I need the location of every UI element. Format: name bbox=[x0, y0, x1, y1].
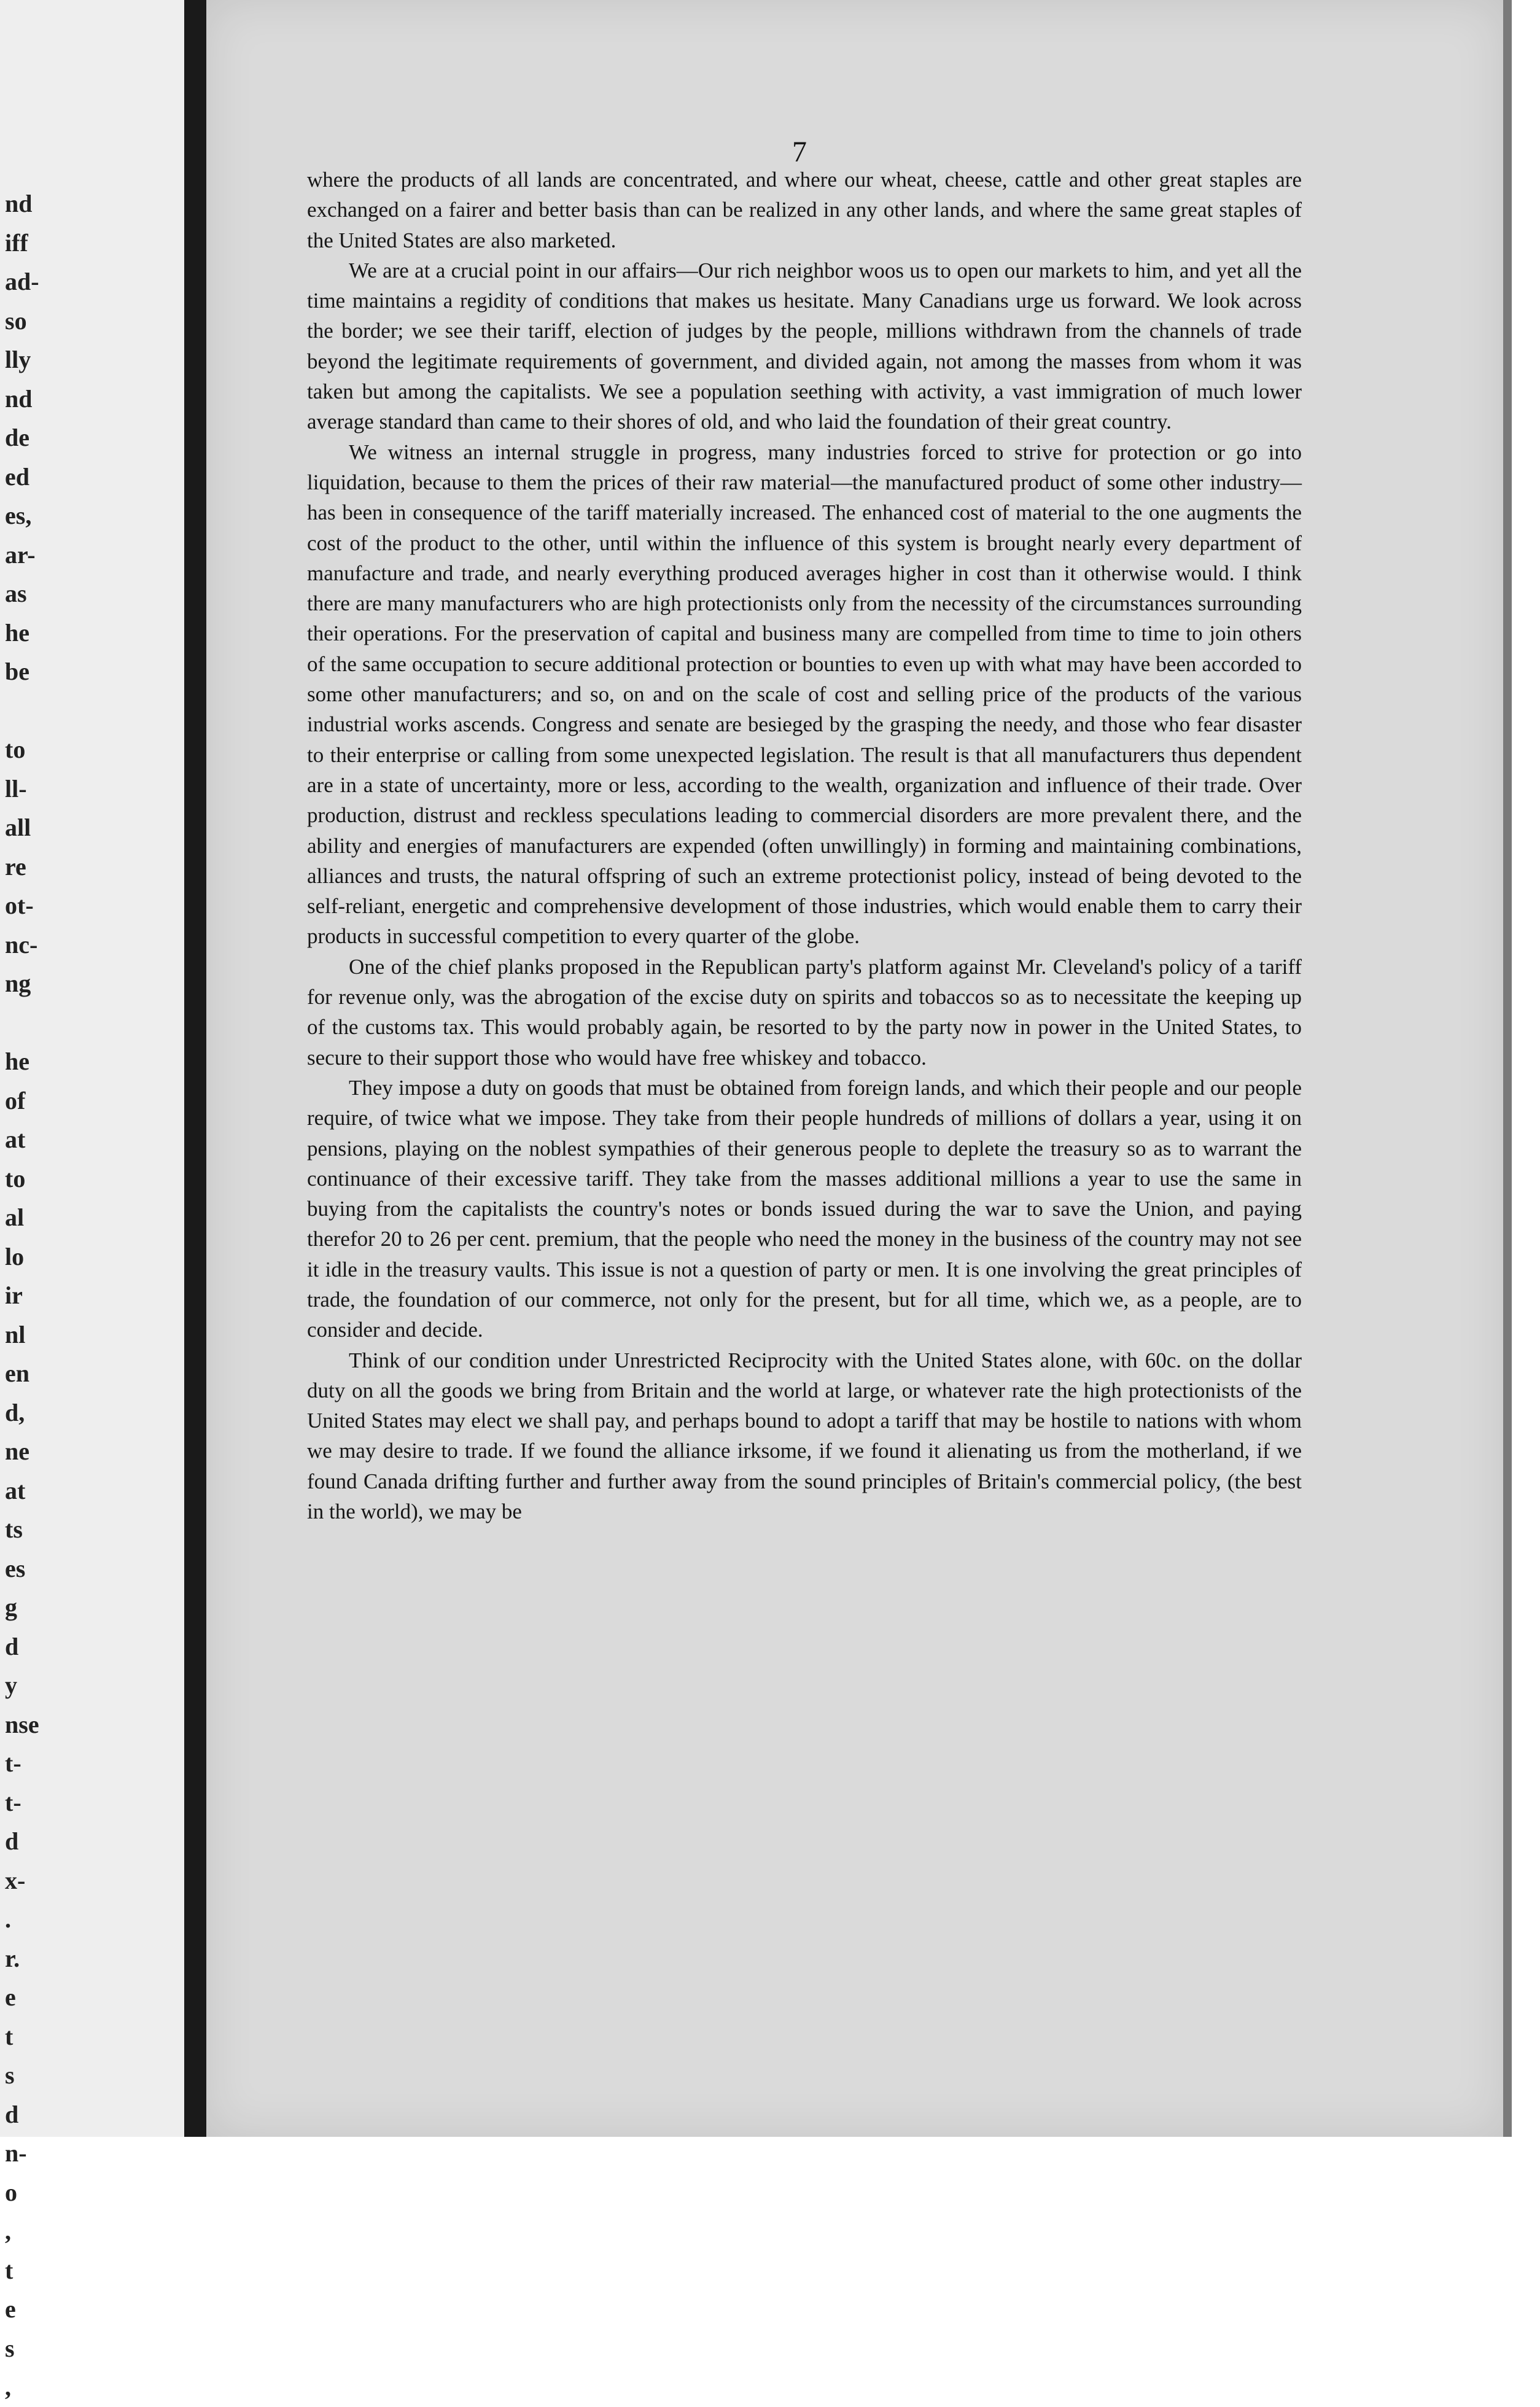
paragraph: Think of our condition under Unrestricted Reciprocity with the United States alone, with 60c. on the dollar duty on all the goods we bring from Britain and the world at large, or whatever rate the high protectionists of the United States may elect we shall pay, and perhaps bound to adopt a tariff that may be hostile to nations with whom we may desire to trade. If we found the alliance irksome, if we found it alienating us from the motherland, if we found Canada drifting further and further away from the sound principles of Britain's commercial policy, (the best in the world), we may be bbox=[307, 1348, 1302, 1524]
paragraph: One of the chief planks proposed in the Republican party's platform against Mr. Cleveland's policy of a tariff for revenue only, was the abrogation of the excise duty on spirits and tobaccos so as to necessitate the keeping up of the customs tax. This would probably again, be resorted to by the party now in power in the United States, to secure to their support those who would have free whiskey and tobacco. bbox=[307, 954, 1302, 1070]
page-number: 7 bbox=[792, 136, 807, 168]
facing-page-text-fragments: nd iff ad- so lly nd de ed es, ar- as he be to ll- all re ot- nc- ng he of at to al lo ir nl en d, ne at ts es g d y nse t- t- d x- . r. e t s d n- o , t e s , bbox=[5, 190, 39, 2401]
book-gutter bbox=[184, 0, 206, 2137]
page-body bbox=[307, 165, 1302, 1526]
page-edge-shadow bbox=[1503, 0, 1512, 2137]
paragraph: We witness an internal struggle in progress, many industries forced to strive for protection or go into liquidation, because to them the prices of their raw material—the manufactured product of some other industry—has been in consequence of the tariff materially increased. The enhanced cost of material to the one augments the cost of the product to the other, until within the influence of this system is brought nearly every department of manufacture and trade, and nearly everything produced averages higher in cost than it otherwise would. I think there are many manufacturers who are high protectionists only from the necessity of the circumstances surrounding their operations. For the preservation of capital and business many are compelled from time to time to join others of the same occupation to secure additional protection or bounties to even up with what may have been accorded to some other manufacturers; and so, on and on the scale of cost and selling price of the products of the various industrial works ascends. Congress and senate are besieged by the grasping the needy, and those who fear disaster to their enterprise or calling from some unexpected legislation. The result is that all manufacturers thus dependent are in a state of uncertainty, more or less, according to the wealth, organization and influence of their trade. Over production, distrust and reckless speculations leading to commercial disorders are more prevalent there, and the ability and energies of manufacturers are expended (often unwillingly) in forming and maintaining combinations, alliances and trusts, the natural offspring of such an extreme protectionist policy, instead of being devoted to the self-reliant, energetic and comprehensive development of those industries, which would enable them to carry their products in successful competition to every quarter of the globe. bbox=[307, 440, 1302, 949]
paragraph: They impose a duty on goods that must be obtained from foreign lands, and which their people and our people require, of twice what we impose. They take from their people hundreds of millions of dollars a year, using it on pensions, playing on the noblest sympathies of their generous people to deplete the treasury so as to warrant the continuance of their excessive tariff. They take from the masses additional millions a year to use the same in buying from the capitalists the country's notes or bonds issued during the war to save the Union, and paying therefor 20 to 26 per cent. premium, that the people who need the money in the business of the country may not see it idle in the treasury vaults. This issue is not a question of party or men. It is one involving the great principles of trade, the foundation of our commerce, not only for the present, but for all time, which we, as a people, are to consider and decide. bbox=[307, 1075, 1302, 1342]
paragraph: We are at a crucial point in our affairs—Our rich neighbor woos us to open our markets to him, and yet all the time maintains a regidity of conditions that makes us hesitate. Many Canadians urge us forward. We look across the border; we see their tariff, election of judges by the people, millions withdrawn from the channels of trade beyond the legitimate requirements of government, and divided again, not among the masses from whom it was taken but among the capitalists. We see a population seething with activity, a vast immigration of much lower average standard than came to their shores of old, and who laid the foundation of their great country. bbox=[307, 258, 1302, 434]
facing-page bbox=[0, 0, 184, 2401]
paragraph-continued: where the products of all lands are concentrated, and where our wheat, cheese, cattle and other great staples are exchanged on a fairer and better basis than can be realized in any other lands, and where the same great staples of the United States are also marketed. bbox=[307, 168, 1302, 252]
